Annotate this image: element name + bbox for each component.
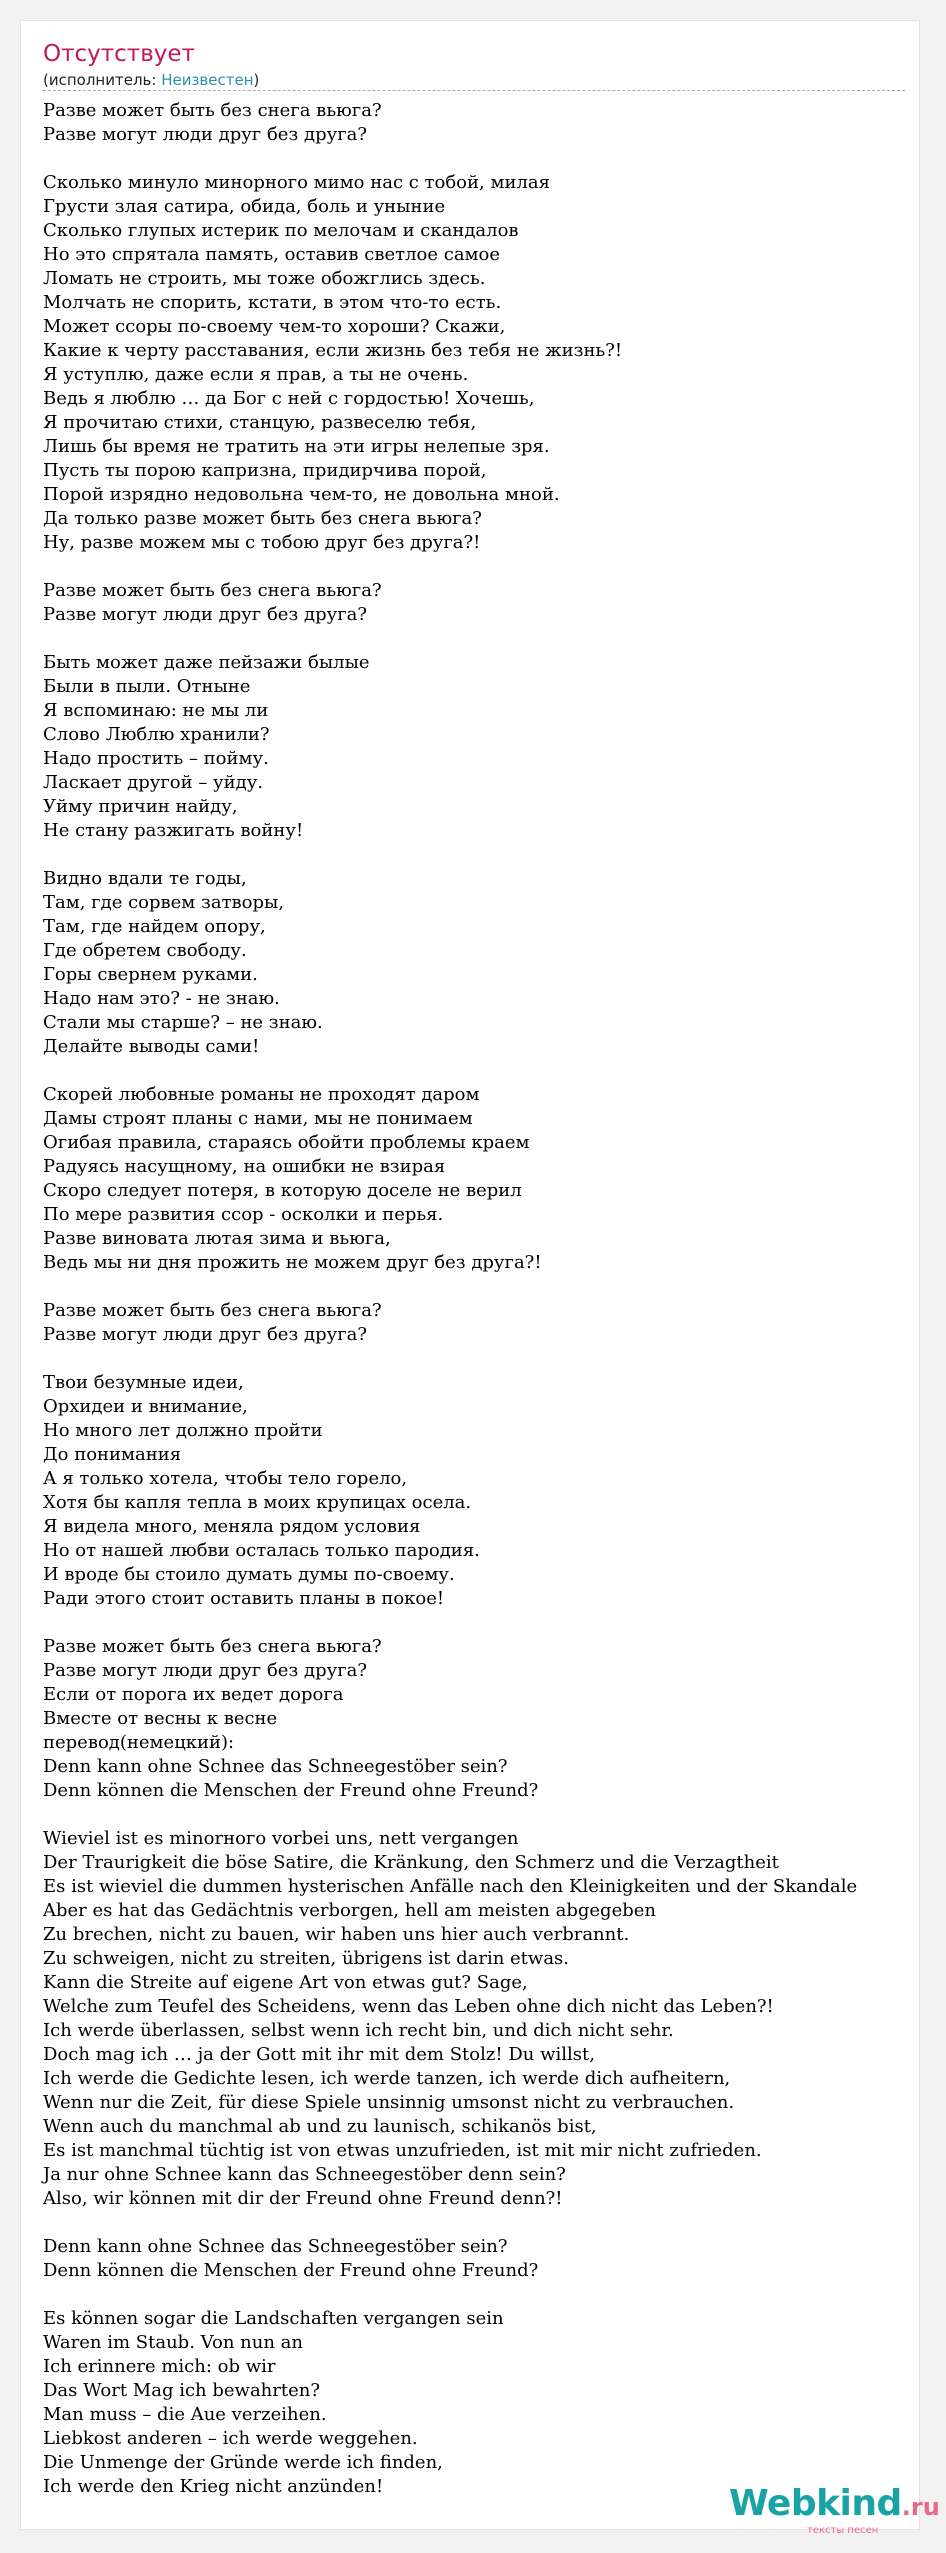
logo-tagline: тексты песен [807,2525,879,2536]
logo-tld: .ru [901,2493,940,2521]
lyrics-text: Разве может быть без снега вьюга? Разве могут люди друг без друга? Сколько минуло минорного мимо нас с тобой, милая Грусти злая сатира, обида, боль и уныние Сколько глупых истерик по мелочам и скандалов Но это спрятала память, оставив светлое самое Ломать не строить, мы тоже обожглись здесь. Молчать не спорить, кстати, в этом что-то есть. Может ссоры по-своему чем-то хороши? Скажи, Какие к черту расставания, если жизнь без тебя не жизнь?! Я уступлю, даже если я прав, а ты не очень. Ведь я люблю … да Бог с ней с гордостью! Хочешь, Я прочитаю стихи, станцую, развеселю тебя, Лишь бы время не тратить на эти игры нелепые зря. Пусть ты порою капризна, придирчива порой, Порой изрядно недовольна чем-то, не довольна мной. Да только разве может быть без снега вьюга? Ну, разве можем мы с тобою друг без друга?! Разве может быть без снега вьюга? Разве могут люди друг без друга? Быть может даже пейзажи былые Были в пыли. Отныне Я вспоминаю: не мы ли Слово Люблю хранили? Надо простить – пойму. Ласкает другой – уйду. Уйму причин найду, Не стану разжигать войну! Видно вдали те годы, Там, где сорвем затворы, Там, где найдем опору, Где обретем свободу. Горы свернем руками. Надо нам это? - не знаю. Стали мы старше? – не знаю. Делайте выводы сами! Скорей любовные романы не проходят даром Дамы строят планы с нами, мы не понимаем Огибая правила, стараясь обойти проблемы краем Радуясь насущному, на ошибки не взирая Скоро следует потеря, в которую доселе не верил По мере развития ссор - осколки и перья. Разве виновата лютая зима и вьюга, Ведь мы ни дня прожить не можем друг без друга?! Разве может быть без снега вьюга? Разве могут люди друг без друга? Твои безумные идеи, Орхидеи и внимание, Но много лет должно пройти До понимания А я только хотела, чтобы тело горело, Хотя бы капля тепла в моих крупицах осела. Я видела много, меняла рядом условия Но от нашей любви осталась только пародия. И вроде бы стоило думать думы по-своему. Ради этого стоит оставить планы в покое! Разве может быть без снега вьюга? Разве могут люди друг без друга? Если от порога их ведет дорога Вместе от весны к весне перевод(немецкий): Denn kann ohne Schnee das Schneegestöber sein? Denn können die Menschen der Freund ohne Freund? Wieviel ist es minorного vorbei uns, nett vergangen Der Traurigkeit die böse Satire, die Kränkung, den Schmerz und die Verzagtheit Es ist wieviel die dummen hysterischen Anfälle nach den Kleinigkeiten und der Skandale Aber es hat das Gedächtnis verborgen, hell am meisten abgegeben Zu brechen, nicht zu bauen, wir haben uns hier auch verbrannt. Zu schweigen, nicht zu streiten, übrigens ist darin etwas. Kann die Streite auf eigene Art von etwas gut? Sage, Welche zum Teufel des Scheidens, wenn das Leben ohne dich nicht das Leben?! Ich werde überlassen, selbst wenn ich recht bin, und dich nicht sehr. Doch mag ich … ja der Gott mit ihr mit dem Stolz! Du willst, Ich werde die Gedichte lesen, ich werde tanzen, ich werde dich aufheitern, Wenn nur die Zeit, für diese Spiele unsinnig umsonst nicht zu verbrauchen. Wenn auch du manchmal ab und zu launisch, schikanös bist, Es ist manchmal tüchtig ist von etwas unzufrieden, ist mit mir nicht zufrieden. Ja nur ohne Schnee kann das Schneegestöber denn sein? Also, wir können mit dir der Freund ohne Freund denn?! Denn kann ohne Schnee das Schneegestöber sein? Denn können die Menschen der Freund ohne Freund? Es können sogar die Landschaften vergangen sein Waren im Staub. Von nun an Ich erinnere mich: ob wir Das Wort Mag ich bewahrten? Man muss – die Aue verzeihen. Liebkost anderen – ich werde weggehen. Die Unmenge der Gründe werde ich finden, Ich werde den Krieg nicht anzünden! [43,100,858,2497]
logo-brand: Webkind [729,2483,902,2524]
song-title: Отсутствует [43,41,195,67]
artist-link[interactable]: Неизвестен [161,71,254,89]
lyrics-page [20,20,940,2536]
site-logo[interactable] [729,2483,940,2536]
artist-suffix: ) [253,71,260,89]
artist-line [43,71,259,89]
artist-prefix: (исполнитель: [43,71,162,89]
title-divider [43,90,905,91]
